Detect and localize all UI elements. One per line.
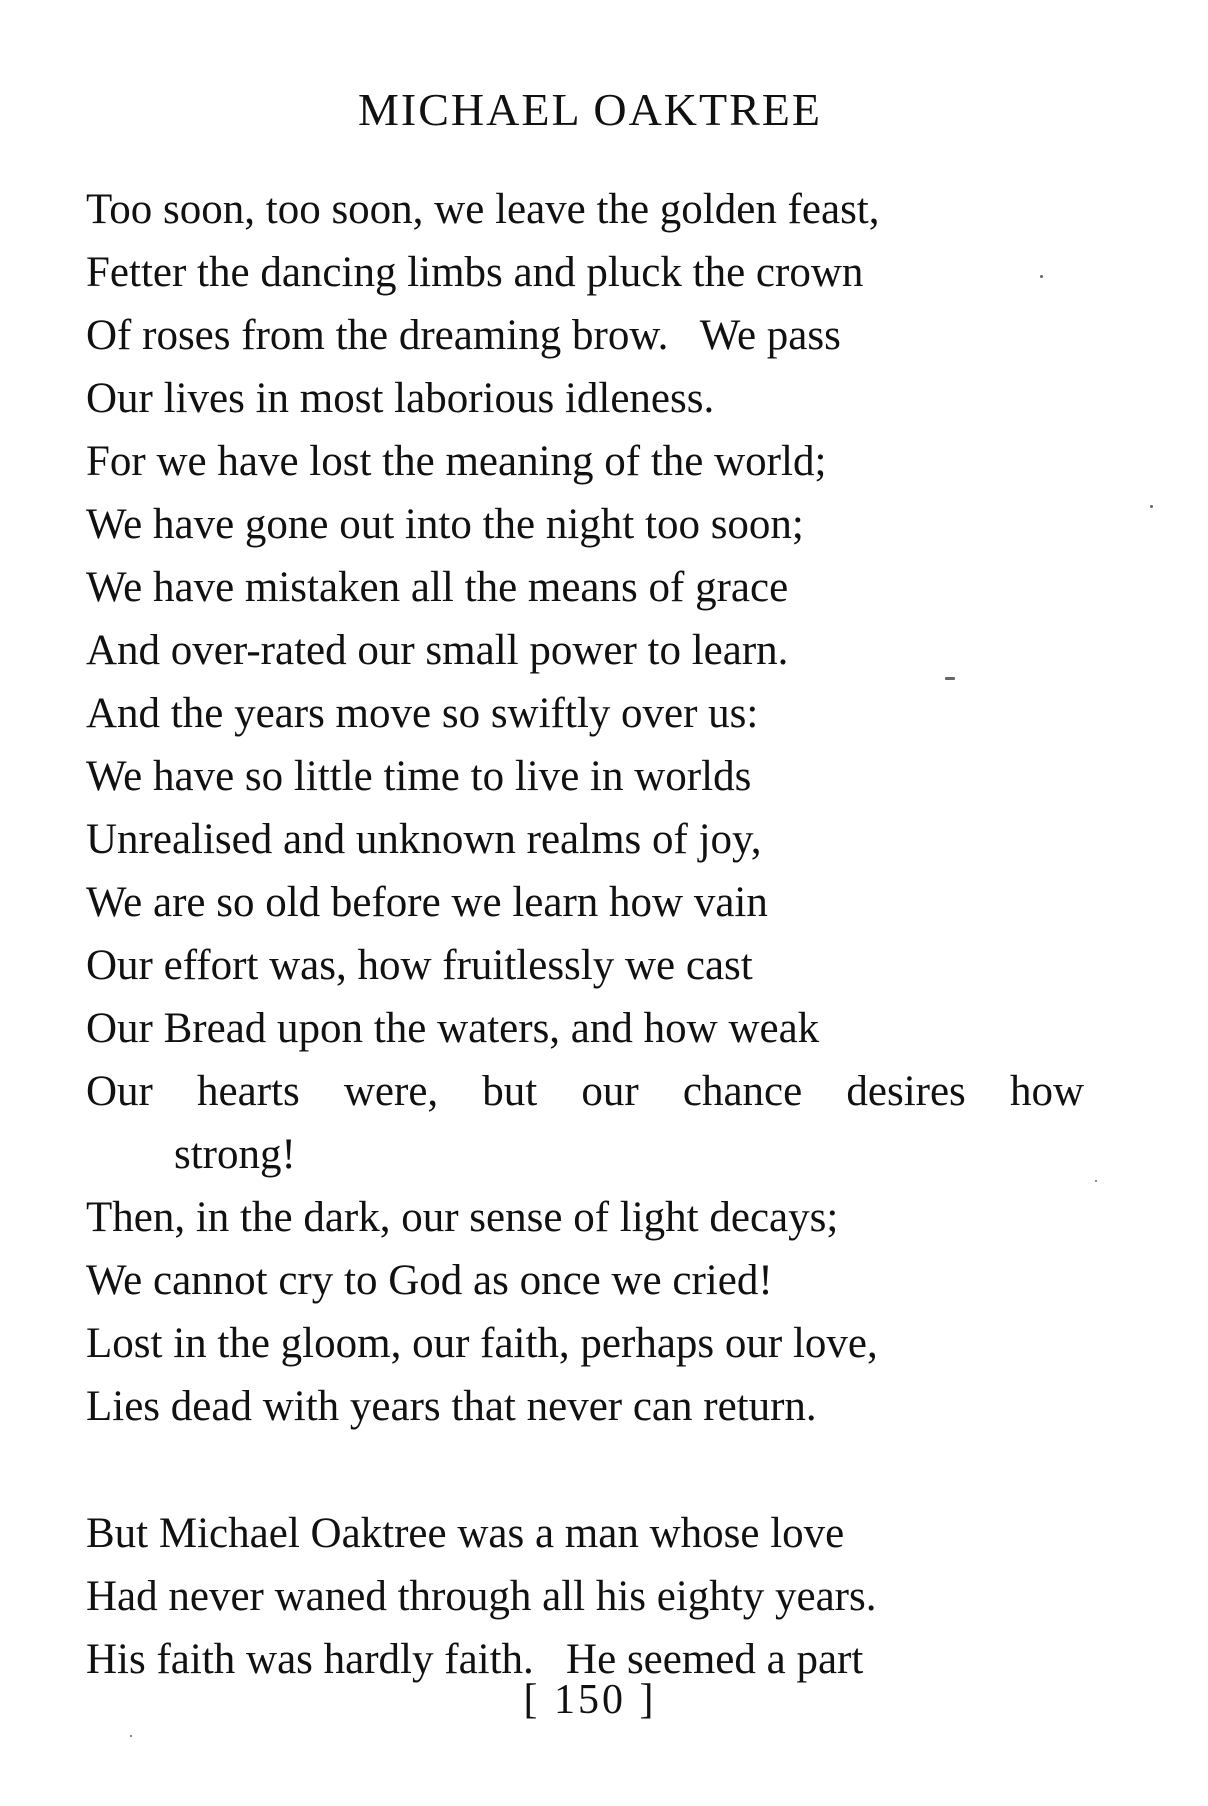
stanza-2 [86, 1502, 1086, 1691]
verse-line: Our hearts were, but our chance desires how [86, 1068, 1084, 1115]
verse-line: And the years move so swiftly over us: [86, 690, 759, 737]
verse-line-turnover: strong! [174, 1131, 296, 1178]
verse-line: Then, in the dark, our sense of light decays; [86, 1194, 839, 1241]
verse-line: But Michael Oaktree was a man whose love [86, 1510, 845, 1557]
verse-line: Had never waned through all his eighty years. [86, 1573, 877, 1620]
scan-speck [1150, 505, 1153, 508]
verse-line: We have mistaken all the means of grace [86, 564, 789, 611]
scan-speck [130, 1735, 132, 1737]
verse-line: His faith was hardly faith. He seemed a part [86, 1636, 864, 1683]
verse-line: Our effort was, how fruitlessly we cast [86, 942, 753, 989]
page-number: [ 150 ] [523, 1677, 657, 1723]
verse-line: We have so little time to live in worlds [86, 753, 752, 800]
verse-line: We have gone out into the night too soon; [86, 501, 804, 548]
verse-line: Our Bread upon the waters, and how weak [86, 1005, 820, 1052]
scan-speck [1040, 275, 1043, 278]
verse-line: Too soon, too soon, we leave the golden feast, [86, 186, 880, 233]
stanza-1 [86, 178, 1086, 1438]
verse-line: For we have lost the meaning of the world; [86, 438, 827, 485]
verse-line: Lies dead with years that never can return. [86, 1383, 817, 1430]
scan-speck [945, 677, 955, 680]
running-head: MICHAEL OAKTREE [358, 84, 822, 135]
verse-line: And over-rated our small power to learn. [86, 627, 789, 674]
verse-line: We cannot cry to God as once we cried! [86, 1257, 773, 1304]
verse-line: Lost in the gloom, our faith, perhaps our love, [86, 1320, 878, 1367]
verse-line: Our lives in most laborious idleness. [86, 375, 715, 422]
verse-line: Of roses from the dreaming brow. We pass [86, 312, 841, 359]
verse-line: Fetter the dancing limbs and pluck the crown [86, 249, 864, 296]
verse-line: Unrealised and unknown realms of joy, [86, 816, 762, 863]
scan-speck [1095, 1180, 1097, 1182]
verse-line: We are so old before we learn how vain [86, 879, 768, 926]
